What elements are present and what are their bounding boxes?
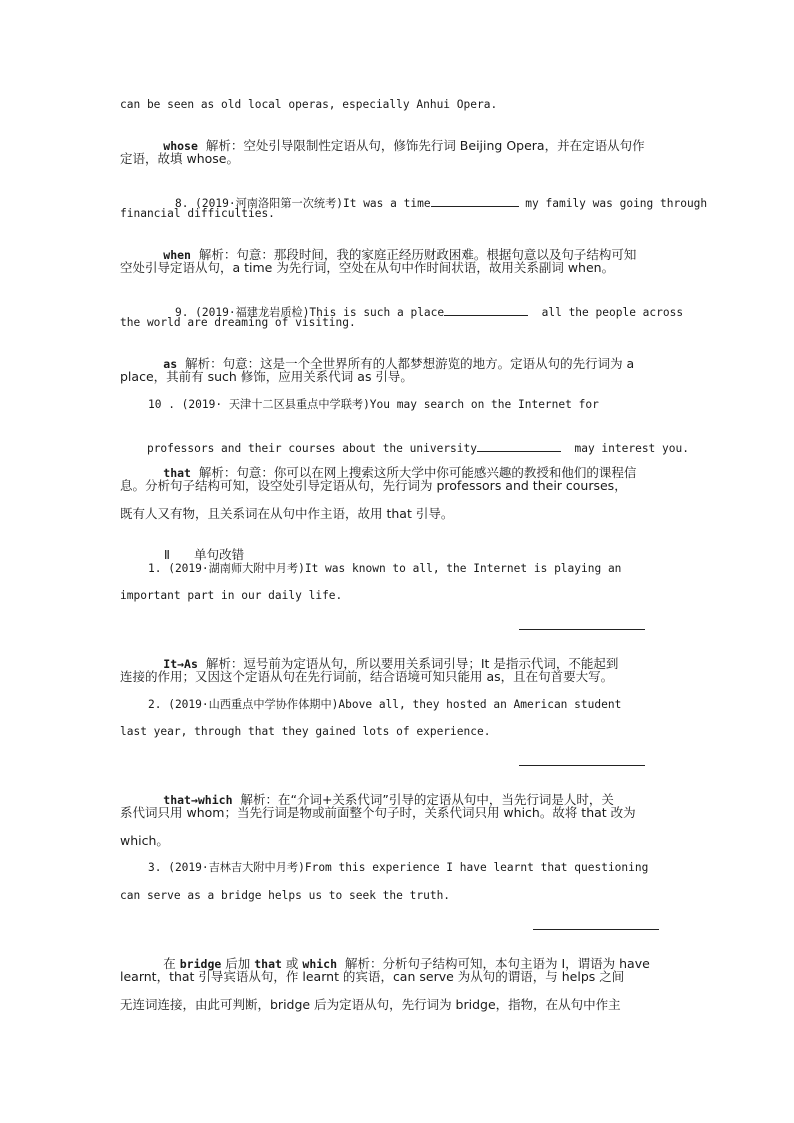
answer-text: 在	[163, 956, 180, 971]
text-line: 系代词只用 whom；当先行词是物或前面整个句子时，关系代词只用 which。故将 that 改为	[120, 805, 636, 820]
text-line: the world are dreaming of visiting.	[120, 316, 356, 329]
text-line: which。	[120, 833, 169, 848]
explanation-text: 解析：空处引导限制性定语从句，修饰先行词 Beijing Opera，并在定语从句作	[197, 138, 645, 153]
answer-text: 后加	[221, 956, 255, 971]
answer-key: that	[254, 957, 282, 971]
explanation-text: 解析：在“介词+关系代词”引导的定语从句中，当先行词是人时，关	[232, 792, 614, 807]
explanation-text: 解析：逗号前为定语从句，所以要用关系词引导；It 是指示代词，不能起到	[197, 656, 619, 671]
text-line: learnt，that 引导宾语从句，作 learnt 的宾语，can serve 为从句的谓语，与 helps 之间	[120, 969, 625, 984]
text-line: 定语，故填 whose。	[120, 151, 239, 166]
answer-text: 或	[281, 956, 303, 971]
text-line: can be seen as old local operas, especially Anhui Opera.	[120, 98, 498, 111]
answer-underline	[533, 929, 659, 930]
answer-underline	[519, 629, 645, 630]
fill-blank	[444, 303, 528, 316]
section-number: Ⅱ	[163, 547, 171, 562]
answer-key: that→which	[163, 793, 233, 807]
fill-blank	[431, 194, 519, 207]
question-text: 9. (2019·福建龙岩质检)This is such a place	[174, 306, 445, 319]
question-text: my family was going through	[518, 197, 708, 210]
text-line: 连接的作用；又因这个定语从句在先行词前，结合语境可知只能用 as，且在句首要大写。	[120, 669, 614, 684]
text-line: 既有人又有物，且关系词在从句中作主语，故用 that 引导。	[120, 506, 454, 521]
question-text: professors and their courses about the university	[146, 442, 477, 455]
answer-key: as	[163, 357, 178, 371]
explanation-text: 解析：句意：这是一个全世界所有的人都梦想游览的地方。定语从句的先行词为 a	[177, 356, 635, 371]
answer-underline	[519, 765, 645, 766]
question-item: 2. (2019·山西重点中学协作体期中)Above all, they hosted an American student	[148, 698, 622, 711]
section-title: 单句改错	[194, 547, 245, 562]
text-line: financial difficulties.	[120, 207, 275, 220]
fill-blank	[477, 439, 561, 452]
question-item: 1. (2019·湖南师大附中月考)It was known to all, the Internet is playing an	[148, 562, 622, 575]
question-item: 10 . (2019· 天津十二区县重点中学联考)You may search on the Internet for	[148, 398, 599, 411]
question-text: 8. (2019·河南洛阳第一次统考)It was a time	[174, 197, 431, 210]
question-text: all the people across	[528, 306, 684, 319]
text-line: 无连词连接，由此可判断，bridge 后为定语从句，先行词为 bridge，指物，在从句中作主	[120, 997, 621, 1012]
explanation-text: 解析：句意：那段时间，我的家庭正经历财政困难。根据句意以及句子结构可知	[190, 247, 637, 262]
answer-key: that	[163, 466, 191, 480]
text-line: can serve as a bridge helps us to seek the truth.	[120, 889, 451, 902]
explanation-text: 解析：句意：你可以在网上搜索这所大学中你可能感兴趣的教授和他们的课程信	[190, 465, 637, 480]
answer-key: when	[163, 248, 191, 262]
answer-key: It→As	[163, 657, 198, 671]
text-line: place，其前有 such 修饰，应用关系代词 as 引导。	[120, 369, 413, 384]
answer-key: bridge	[179, 957, 222, 971]
question-text: may interest you.	[561, 442, 689, 455]
text-line: important part in our daily life.	[120, 589, 343, 602]
answer-key: which	[302, 957, 338, 971]
question-item: 3. (2019·吉林吉大附中月考)From this experience I have learnt that questioning	[148, 861, 649, 874]
text-line: 息。分析句子结构可知，设空处引导定语从句，先行词为 professors and their courses，	[120, 478, 627, 493]
text-line: 空处引导定语从句，a time 为先行词，空处在从句中作时间状语，故用关系副词 when。	[120, 260, 615, 275]
explanation-text: 解析：分析句子结构可知，本句主语为 I，谓语为 have	[337, 956, 650, 971]
answer-key: whose	[163, 139, 198, 153]
text-line: last year, through that they gained lots of experience.	[120, 725, 491, 738]
